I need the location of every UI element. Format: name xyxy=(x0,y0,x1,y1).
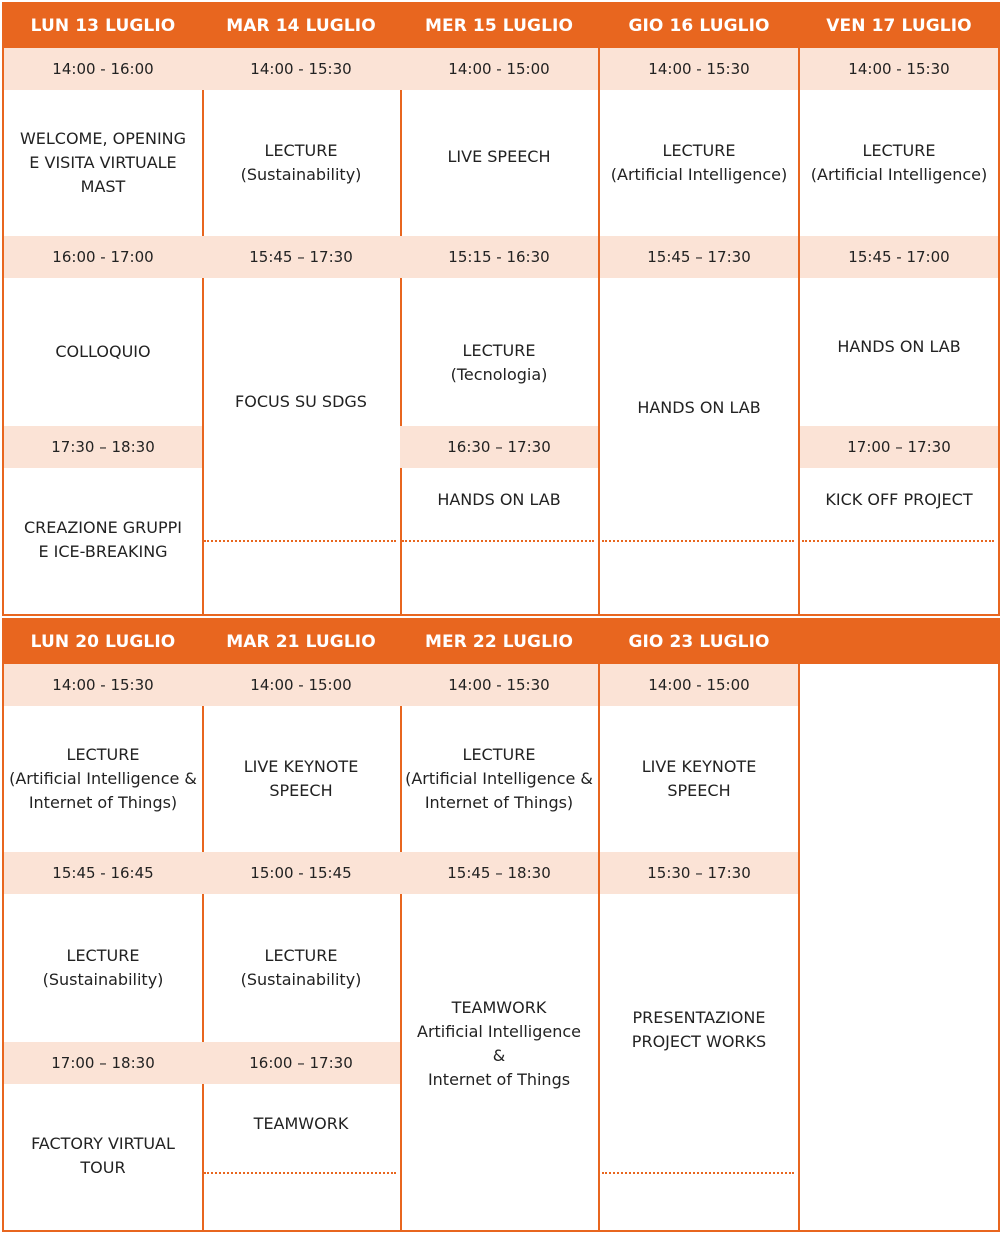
time-slot: 14:00 - 15:30 xyxy=(202,48,400,90)
time-slot: 17:30 – 18:30 xyxy=(4,426,202,468)
activity: LECTURE (Artificial Intelligence & Internet of Things) xyxy=(405,745,593,812)
time-slot: 14:00 - 15:30 xyxy=(600,48,798,90)
activity: LECTURE (Sustainability) xyxy=(240,946,362,989)
activity: FOCUS SU SDGS xyxy=(235,392,367,411)
time-slot: 15:45 - 16:45 xyxy=(4,852,202,894)
day-header: GIO 16 LUGLIO xyxy=(600,4,798,48)
time-slot: 16:30 – 17:30 xyxy=(400,426,598,468)
activity: TEAMWORK xyxy=(253,1114,349,1133)
time-slot: 15:45 – 18:30 xyxy=(400,852,598,894)
time-slot: 14:00 - 15:00 xyxy=(400,48,598,90)
day-header: MER 22 LUGLIO xyxy=(400,620,598,664)
activity: WELCOME, OPENING E VISITA VIRTUALE MAST xyxy=(19,129,187,196)
day-column-mar-21 xyxy=(202,620,402,1230)
time-slot: 16:00 – 17:30 xyxy=(202,1042,400,1084)
day-header: MAR 21 LUGLIO xyxy=(202,620,400,664)
day-header: MER 15 LUGLIO xyxy=(400,4,598,48)
activity: FACTORY VIRTUAL TOUR xyxy=(31,1134,175,1177)
activity: CREAZIONE GRUPPI E ICE-BREAKING xyxy=(23,518,183,561)
activity: LIVE SPEECH xyxy=(447,147,551,166)
time-slot: 16:00 - 17:00 xyxy=(4,236,202,278)
time-slot: 14:00 - 15:00 xyxy=(202,664,400,706)
activity: LIVE KEYNOTE SPEECH xyxy=(641,757,757,800)
activity: LIVE KEYNOTE SPEECH xyxy=(243,757,359,800)
day-column-mer-15 xyxy=(400,4,600,614)
activity: HANDS ON LAB xyxy=(837,337,961,356)
time-slot: 14:00 - 15:30 xyxy=(800,48,998,90)
activity: LECTURE (Tecnologia) xyxy=(450,341,548,384)
day-column-lun-13 xyxy=(4,4,204,614)
activity: LECTURE (Sustainability) xyxy=(42,946,164,989)
time-slot: 15:00 - 15:45 xyxy=(202,852,400,894)
day-column-lun-20 xyxy=(4,620,204,1230)
week-1-schedule xyxy=(2,2,1000,616)
day-column-empty xyxy=(800,620,998,1230)
day-header: VEN 17 LUGLIO xyxy=(800,4,998,48)
dotted-divider xyxy=(602,540,794,542)
time-slot: 14:00 - 15:30 xyxy=(4,664,202,706)
activity: HANDS ON LAB xyxy=(437,490,561,509)
activity: TEAMWORK Artificial Intelligence & Internet of Things xyxy=(417,998,581,1089)
day-header: MAR 14 LUGLIO xyxy=(202,4,400,48)
time-slot: 14:00 - 16:00 xyxy=(4,48,202,90)
time-slot: 15:45 – 17:30 xyxy=(202,236,400,278)
activity: KICK OFF PROJECT xyxy=(825,490,973,509)
day-header: LUN 13 LUGLIO xyxy=(4,4,202,48)
activity: HANDS ON LAB xyxy=(637,398,761,417)
day-column-mer-22 xyxy=(400,620,600,1230)
day-header: GIO 23 LUGLIO xyxy=(600,620,798,664)
day-column-ven-17 xyxy=(800,4,998,614)
time-slot: 17:00 – 18:30 xyxy=(4,1042,202,1084)
time-slot: 15:45 – 17:30 xyxy=(600,236,798,278)
day-header-empty xyxy=(800,620,998,664)
activity: LECTURE (Artificial Intelligence) xyxy=(810,141,988,184)
day-column-mar-14 xyxy=(202,4,402,614)
day-column-gio-16 xyxy=(600,4,800,614)
activity: PRESENTAZIONE PROJECT WORKS xyxy=(631,1008,767,1051)
week-2-schedule xyxy=(2,618,1000,1232)
time-slot: 15:45 - 17:00 xyxy=(800,236,998,278)
dotted-divider xyxy=(402,540,594,542)
day-column-gio-23 xyxy=(600,620,800,1230)
day-header: LUN 20 LUGLIO xyxy=(4,620,202,664)
time-slot: 17:00 – 17:30 xyxy=(800,426,998,468)
time-slot: 15:15 - 16:30 xyxy=(400,236,598,278)
activity: LECTURE (Sustainability) xyxy=(240,141,362,184)
dotted-divider xyxy=(204,1172,396,1174)
time-slot: 14:00 - 15:30 xyxy=(400,664,598,706)
activity: LECTURE (Artificial Intelligence & Internet of Things) xyxy=(9,745,197,812)
dotted-divider xyxy=(602,1172,794,1174)
dotted-divider xyxy=(204,540,396,542)
time-slot: 15:30 – 17:30 xyxy=(600,852,798,894)
activity: COLLOQUIO xyxy=(55,342,151,361)
time-slot: 14:00 - 15:00 xyxy=(600,664,798,706)
dotted-divider xyxy=(802,540,994,542)
activity: LECTURE (Artificial Intelligence) xyxy=(610,141,788,184)
